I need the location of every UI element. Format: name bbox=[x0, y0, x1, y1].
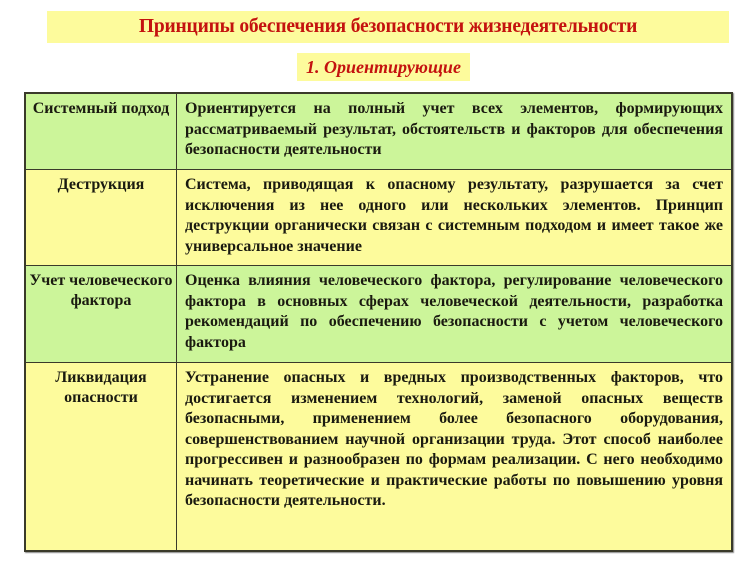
title-banner bbox=[47, 11, 729, 43]
principle-description: Оценка влияния человеческого фактора, регулирование человеческого фактора в основных сферах человеческой деятельности, разработка рекомендаций по обеспечению безопасности с учетом человеческого фактора bbox=[185, 272, 723, 351]
section-subtitle: 1. Ориентирующие bbox=[306, 56, 461, 77]
principle-description: Устранение опасных и вредных производственных факторов, что достигается изменением технологий, заменой опасных веществ безопасными, применением более безопасного оборудования, совершенствованием научной организации труда. Этот способ наиболее прогрессивен и разнообразен по формам реализации. С него необходимо начинать теоретические и практические работы по повышению уровня безопасности деятельности. bbox=[185, 369, 723, 509]
principle-name: Деструкция bbox=[26, 170, 177, 265]
principle-name: Системный подход bbox=[26, 94, 177, 169]
principle-description: Система, приводящая к опасному результату, разрушается за счет исключения из нее одного или нескольких элементов. Принцип деструкции органически связан с системным подходом и имеет такое же универсальное значение bbox=[185, 176, 723, 255]
table-row bbox=[26, 94, 731, 169]
page-title: Принципы обеспечения безопасности жизнедеятельности bbox=[138, 16, 638, 37]
table-row bbox=[26, 362, 731, 550]
subtitle-box bbox=[297, 53, 470, 81]
principle-description: Ориентируется на полный учет всех элементов, формирующих рассматриваемый результат, обстоятельств и факторов для обеспечения безопасности деятельности bbox=[185, 100, 723, 158]
table-row bbox=[26, 169, 731, 265]
principles-table bbox=[24, 92, 733, 552]
table-row bbox=[26, 265, 731, 362]
principle-name: Учет человеческого фактора bbox=[26, 266, 177, 362]
principle-name: Ликвидация опасности bbox=[26, 363, 177, 550]
